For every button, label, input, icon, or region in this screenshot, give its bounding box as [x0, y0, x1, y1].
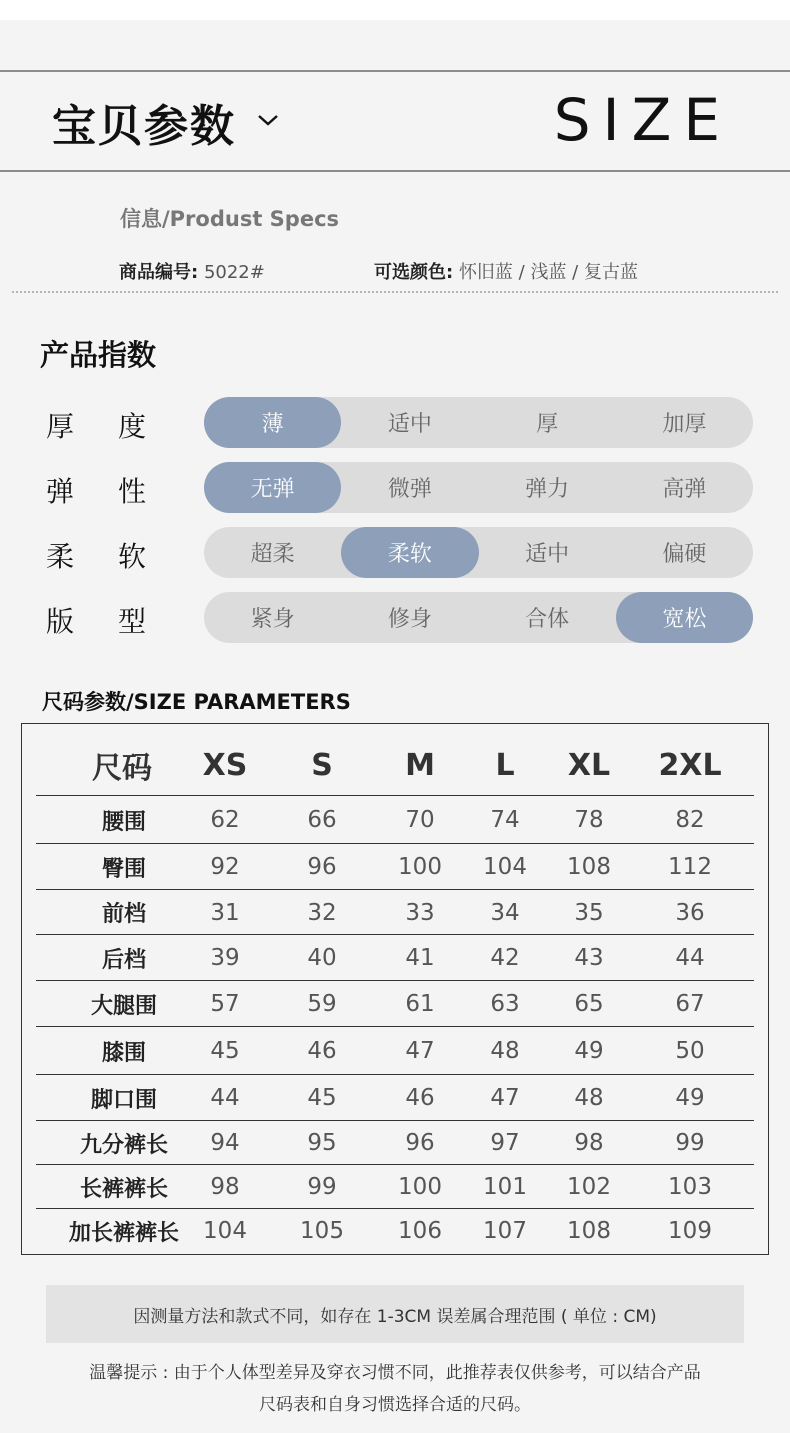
measurement-value: 35 — [574, 899, 604, 926]
product-colors-value: 怀旧蓝 / 浅蓝 / 复古蓝 — [458, 262, 638, 283]
index-option-selected: 宽松 — [616, 592, 753, 643]
index-row — [0, 592, 790, 644]
header-cell: 2XL — [658, 747, 722, 783]
measurement-value: 65 — [574, 991, 604, 1017]
measurement-value: 49 — [574, 1038, 604, 1064]
table-row — [36, 935, 754, 981]
measurement-value: 99 — [675, 1130, 705, 1156]
product-colors — [374, 258, 638, 284]
index-row-label — [46, 535, 146, 575]
measurement-value: 106 — [398, 1218, 442, 1244]
measurement-value: 31 — [210, 899, 240, 926]
measurement-value: 46 — [307, 1038, 337, 1064]
header-bar — [0, 70, 790, 172]
measurement-name: 膝围 — [101, 1040, 146, 1066]
measurement-value: 104 — [203, 1218, 247, 1244]
table-row — [36, 1209, 754, 1253]
measurement-value: 97 — [490, 1130, 520, 1156]
index-option-track — [204, 462, 753, 513]
measure-note: 因测量方法和款式不同，如存在 1-3CM 误差属合理范围 ( 单位 : CM) — [46, 1285, 744, 1343]
measurement-value: 42 — [490, 945, 520, 971]
measurement-value: 107 — [483, 1218, 527, 1244]
tip-line-1: 温馨提示 : 由于个人体型差异及穿衣习惯不同，此推荐表仅供参考，可以结合产品 — [89, 1363, 701, 1383]
measurement-value: 112 — [668, 854, 712, 880]
measurement-value: 48 — [490, 1038, 520, 1064]
measurement-value: 59 — [307, 991, 337, 1017]
index-option: 适中 — [387, 412, 432, 437]
measurement-value: 48 — [574, 1085, 604, 1111]
table-row — [36, 796, 754, 844]
measurement-value: 74 — [490, 807, 520, 833]
index-option-selected: 无弹 — [204, 462, 341, 513]
measurement-name: 后档 — [101, 947, 146, 973]
measurement-value: 44 — [210, 1085, 240, 1111]
index-label-char: 厚 — [46, 410, 75, 443]
measurement-value: 45 — [210, 1038, 240, 1064]
measurement-value: 108 — [567, 854, 611, 880]
measurement-name: 加长裤裤长 — [68, 1220, 179, 1246]
measurement-value: 41 — [405, 945, 435, 971]
measurement-value: 40 — [307, 945, 337, 971]
index-row-label — [46, 470, 146, 510]
measurement-value: 46 — [405, 1085, 435, 1111]
measurement-value: 44 — [675, 945, 705, 971]
measurement-value: 96 — [307, 854, 337, 880]
table-row — [36, 981, 754, 1027]
table-row — [36, 1027, 754, 1075]
measurement-value: 47 — [405, 1038, 435, 1064]
measurement-value: 92 — [210, 854, 240, 880]
measurement-value: 61 — [405, 991, 435, 1017]
measurement-name: 前档 — [101, 902, 146, 927]
index-row — [0, 527, 790, 579]
measurement-name: 长裤裤长 — [79, 1176, 168, 1202]
index-label-char: 柔 — [46, 540, 75, 573]
measurement-value: 70 — [405, 807, 435, 833]
measurement-value: 108 — [567, 1218, 611, 1244]
index-label-char: 软 — [117, 540, 146, 573]
tip-line-2: 尺码表和自身习惯选择合适的尺码。 — [259, 1395, 531, 1415]
table-row — [36, 1165, 754, 1209]
measurement-value: 100 — [398, 854, 442, 880]
chevron-down-icon[interactable] — [256, 112, 280, 128]
measurement-value: 96 — [405, 1130, 435, 1156]
measurement-value: 36 — [675, 899, 705, 926]
header-cell: S — [311, 747, 333, 783]
measurement-value: 34 — [490, 899, 520, 926]
measurement-value: 39 — [210, 945, 240, 971]
measurement-value: 94 — [210, 1130, 240, 1156]
measurement-value: 78 — [574, 807, 604, 833]
index-option: 合体 — [525, 607, 570, 632]
index-row — [0, 462, 790, 514]
index-option: 紧身 — [250, 607, 295, 632]
index-option: 超柔 — [250, 542, 295, 567]
measurement-value: 50 — [675, 1038, 705, 1064]
index-label-char: 型 — [117, 605, 146, 638]
product-code-label: 商品编号: — [119, 262, 199, 283]
measurement-value: 99 — [307, 1174, 337, 1200]
measurement-value: 101 — [483, 1174, 527, 1200]
measurement-value: 98 — [574, 1130, 604, 1156]
top-strip — [0, 0, 790, 20]
table-row — [36, 1121, 754, 1165]
measurement-value: 67 — [675, 991, 705, 1017]
index-label-char: 弹 — [46, 475, 75, 508]
header-cell: XL — [567, 747, 611, 783]
measurement-value: 102 — [567, 1174, 611, 1200]
dotted-divider — [12, 291, 778, 293]
index-row-label — [46, 600, 146, 640]
header-cell: L — [495, 747, 515, 783]
measurement-value: 98 — [210, 1174, 240, 1200]
index-option-track — [204, 527, 753, 578]
measurement-value: 103 — [668, 1174, 712, 1200]
index-label-char: 版 — [46, 605, 75, 638]
page-title: 宝贝参数 — [52, 101, 236, 152]
measurement-value: 47 — [490, 1085, 520, 1111]
table-row — [36, 890, 754, 935]
measurement-value: 33 — [405, 899, 435, 926]
measurement-value: 105 — [300, 1218, 344, 1244]
table-row — [36, 844, 754, 890]
index-option-selected: 柔软 — [341, 527, 478, 578]
index-option-track — [204, 397, 753, 448]
index-option: 厚 — [536, 412, 559, 437]
measurement-value: 109 — [668, 1218, 712, 1244]
product-colors-label: 可选颜色: — [374, 262, 454, 283]
measurement-value: 82 — [675, 807, 705, 833]
measurement-name: 臀围 — [101, 856, 146, 882]
measurement-value: 45 — [307, 1085, 337, 1111]
measurement-name: 大腿围 — [90, 993, 157, 1019]
header-cell: XS — [202, 747, 248, 783]
product-index-title: 产品指数 — [40, 338, 157, 372]
index-label-char: 性 — [117, 475, 146, 508]
measurement-value: 43 — [574, 945, 604, 971]
size-table — [21, 723, 769, 1255]
info-title: 信息/Produst Specs — [120, 207, 340, 231]
measurement-value: 32 — [307, 899, 337, 926]
product-code-value: 5022# — [203, 262, 265, 283]
measurement-value: 66 — [307, 807, 337, 833]
index-row-label — [46, 405, 146, 445]
size-table-title: 尺码参数/SIZE PARAMETERS — [42, 690, 351, 714]
measurement-name: 脚口围 — [90, 1087, 157, 1113]
index-option-selected: 薄 — [204, 397, 341, 448]
header-cell-size: 尺码 — [92, 751, 152, 786]
measurement-value: 57 — [210, 991, 240, 1017]
index-option: 弹力 — [525, 477, 570, 502]
index-option-track — [204, 592, 753, 643]
header-cell: M — [405, 747, 435, 783]
measurement-value: 63 — [490, 991, 520, 1017]
measurement-value: 95 — [307, 1130, 337, 1156]
measurement-value: 49 — [675, 1085, 705, 1111]
index-label-char: 度 — [117, 410, 146, 443]
measurement-value: 62 — [210, 807, 240, 833]
index-option: 修身 — [387, 607, 432, 632]
index-option: 微弹 — [387, 477, 432, 502]
index-row — [0, 397, 790, 449]
index-option: 高弹 — [662, 477, 707, 502]
measurement-value: 104 — [483, 854, 527, 880]
table-header-row — [36, 734, 754, 796]
table-row — [36, 1075, 754, 1121]
product-code — [119, 258, 265, 284]
index-option: 加厚 — [662, 412, 707, 437]
index-option: 适中 — [525, 542, 570, 567]
index-option: 偏硬 — [662, 542, 707, 567]
measurement-value: 100 — [398, 1174, 442, 1200]
size-heading: SIZE — [553, 86, 732, 154]
measurement-name: 腰围 — [101, 809, 146, 835]
measurement-name: 九分裤长 — [79, 1132, 168, 1158]
